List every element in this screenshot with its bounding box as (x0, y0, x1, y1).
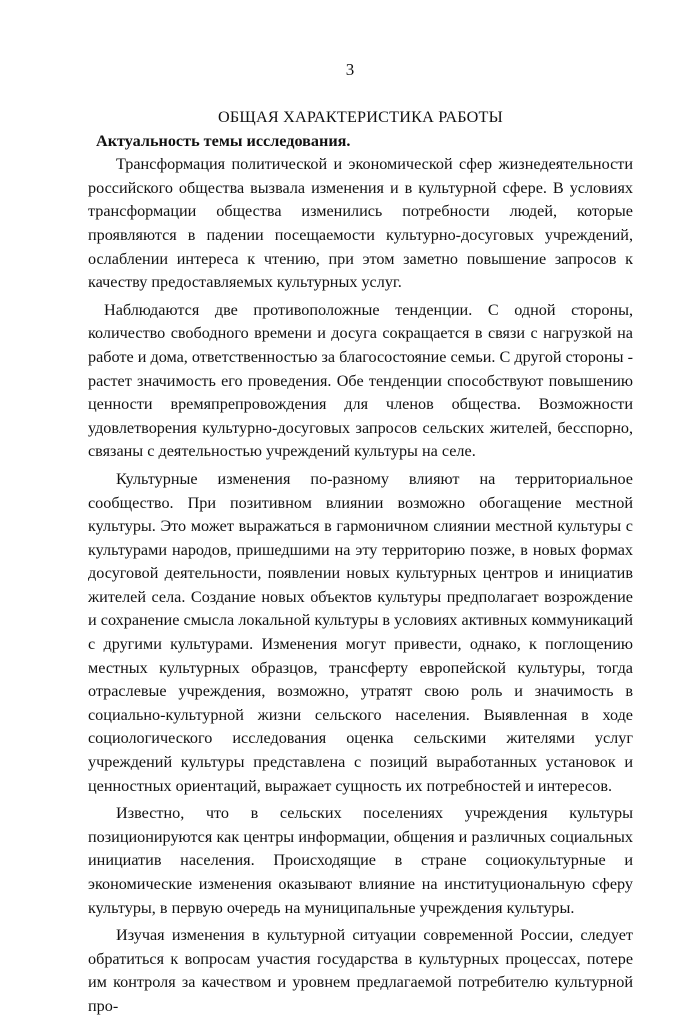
page-number: 3 (345, 60, 355, 79)
section-subheading: Актуальность темы исследования. (96, 131, 351, 150)
paragraph-5: Изучая изменения в культурной ситуации современной России, следует обратиться к вопросам участия государства в культурных процессах, потере им контроля за качеством и уровнем предлагаемой потребителю культурной про- (88, 926, 633, 1015)
paragraph-1: Трансформация политической и экономической сфер жизнедеятельности российского общества вызвала изменения и в культурной сфере. В условиях трансформации общества изменились потребности людей, которые проявляются в падении посещаемости культурно-досуговых учреждений, ослаблении интереса к чтению, при этом заметно повышение запросов к качеству предоставляемых культурных услуг. (88, 155, 633, 292)
paragraph-3: Культурные изменения по-разному влияют на территориальное сообщество. При позитивном влиянии возможно обогащение местной культуры. Это может выражаться в гармоничном слиянии местной культуры с культурами народов, пришедшими на эту территорию позже, в новых формах досуговой деятельности, появлении новых культурных центров и инициатив жителей села. Создание новых объектов культуры предполагает возрождение и сохранение смысла локальной культуры в условиях активных коммуникаций с другими культурами. Изменения могут привести, однако, к поглощению местных культурных образцов, трансферту европейской культуры, тогда отраслевые учреждения, возможно, утратят свою роль и значимость в социально-культурной жизни сельского населения. Выявленная в ходе социологического исследования оценка сельскими жителями услуг учреждений культуры представлена с позиций выработанных установок и ценностных ориентаций, выражает сущность их потребностей и интересов. (88, 469, 633, 795)
paragraph-2: Наблюдаются две противоположные тенденции. С одной стороны, количество свободного времени и досуга сокращается в связи с нагрузкой на работе и дома, ответственностью за благосостояние семьи. С другой стороны - растет значимость его проведения. Обе тенденции способствуют повышению ценности времяпрепровождения для членов общества. Возможности удовлетворения культурно-досуговых запросов сельских жителей, бесспорно, связаны с деятельностью учреждений культуры на селе. (88, 300, 633, 461)
document-body (88, 106, 633, 1019)
paragraph-4: Известно, что в сельских поселениях учреждения культуры позиционируются как центры информации, общения и различных социальных инициатив населения. Происходящие в стране социокультурные и экономические изменения оказывают влияние на институциональную сферу культуры, в первую очередь на муниципальные учреждения культуры. (88, 804, 633, 917)
section-heading: ОБЩАЯ ХАРАКТЕРИСТИКА РАБОТЫ (218, 108, 503, 126)
